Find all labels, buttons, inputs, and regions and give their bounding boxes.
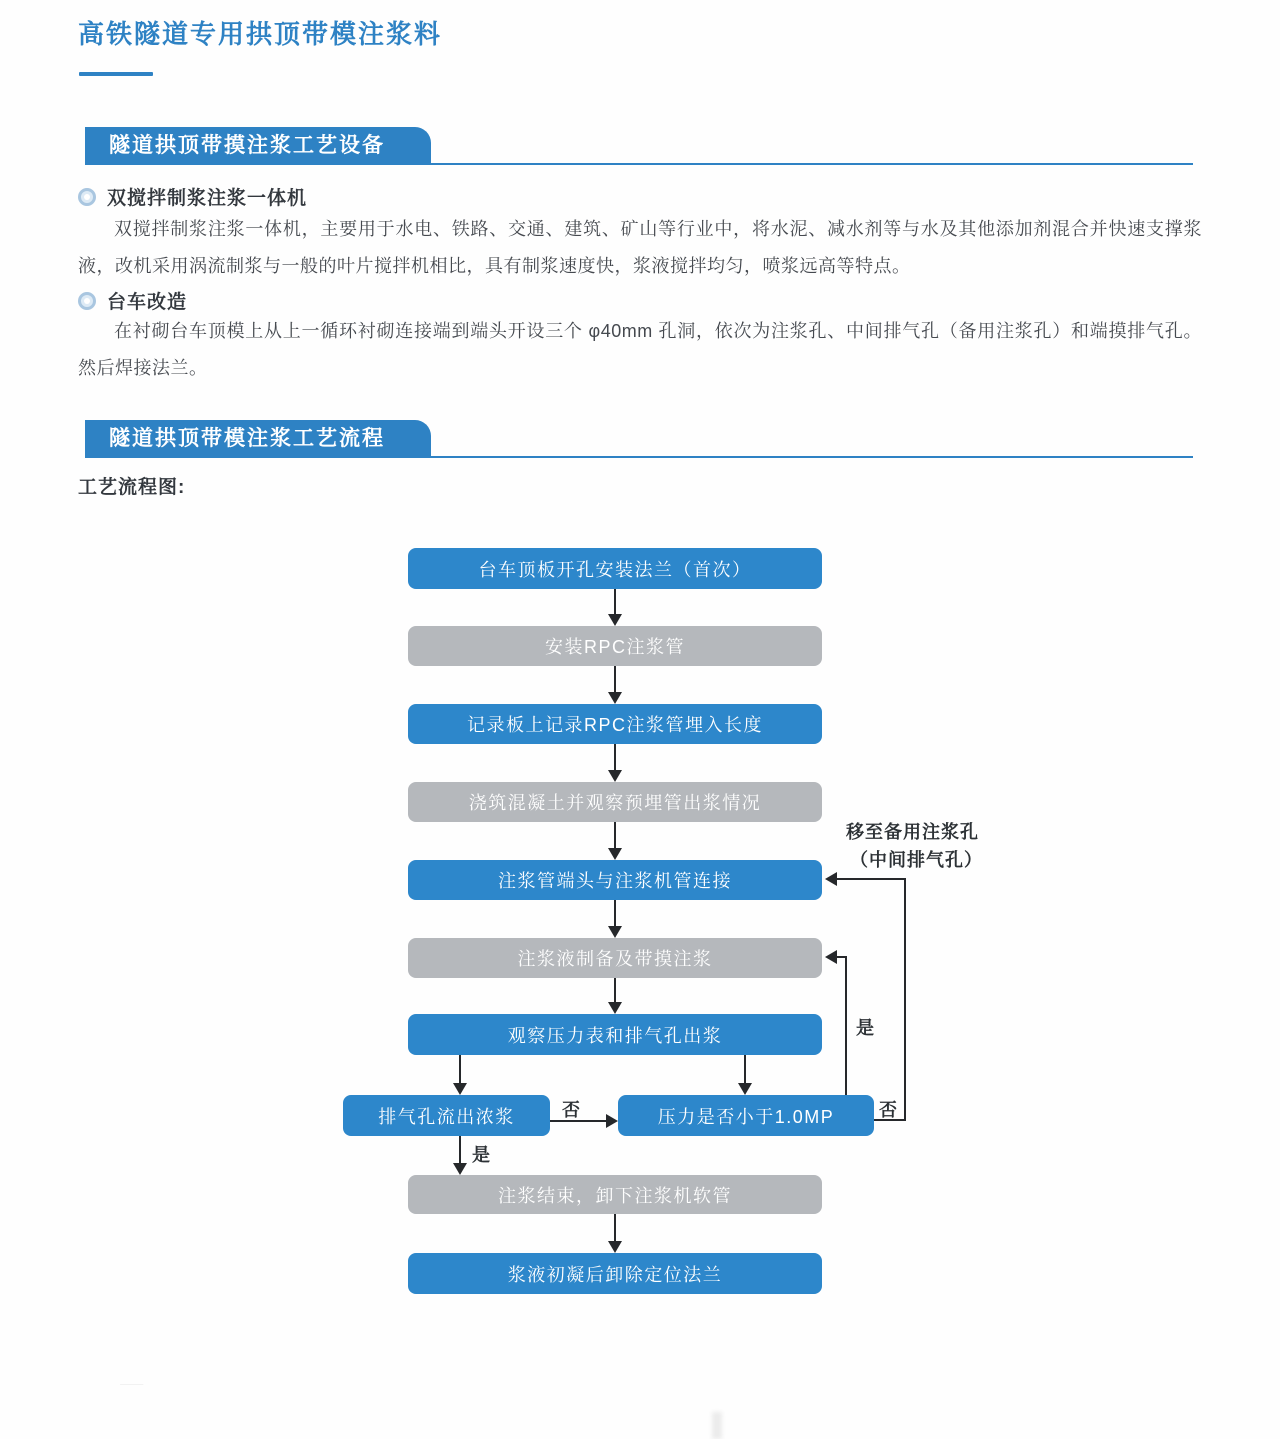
list-item-trolley [78,287,187,314]
flow-node-thick-slurry: 排气孔流出浓浆 [343,1095,550,1136]
flow-node-install-rpc-pipe: 安装RPC注浆管 [408,626,822,666]
arrow-left-icon [825,950,837,964]
list-item-mixer [78,183,307,210]
arrow-right-icon [606,1114,618,1128]
flow-arrow-line [614,744,616,771]
loop-annotation-line1: 移至备用注浆孔 [846,822,979,842]
flow-node-pour-concrete: 浇筑混凝土并观察预埋管出浆情况 [408,782,822,822]
arrow-down-icon [608,770,622,782]
flow-arrow-line [614,589,616,615]
edge-label-yes: 是 [472,1145,491,1165]
watermark-smudge [712,1412,722,1439]
flow-node-drill-flange: 台车顶板开孔安装法兰（首次） [408,548,822,589]
arrow-down-icon [608,692,622,704]
title-underline [79,72,153,76]
flow-node-prepare-grout: 注浆液制备及带摸注浆 [408,938,822,978]
flow-node-connect-pipe: 注浆管端头与注浆机管连接 [408,860,822,900]
flow-loop-line [837,878,906,880]
arrow-down-icon [608,1241,622,1253]
list-item-title: 双搅拌制浆注浆一体机 [107,188,308,209]
double-circle-bullet-icon [78,292,96,310]
list-item-title: 台车改造 [107,292,188,313]
arrow-down-icon [608,1002,622,1014]
flow-node-finish-grouting: 注浆结束，卸下注浆机软管 [408,1175,822,1214]
edge-label-no: 否 [562,1100,581,1120]
arrow-down-icon [608,614,622,626]
arrow-left-icon [825,872,837,886]
flow-arrow-line [459,1055,461,1084]
paragraph-trolley: 在衬砌台车顶模上从上一循环衬砌连接端到端头开设三个 φ40mm 孔洞，依次为注浆孔、中间排气孔（备用注浆孔）和端摸排气孔。然后焊接法兰。 [78,321,1202,378]
section-heading-equipment: 隧道拱顶带摸注浆工艺设备 [85,127,431,165]
arrow-down-icon [453,1083,467,1095]
flow-node-remove-flange: 浆液初凝后卸除定位法兰 [408,1253,822,1294]
flow-arrow-line [614,900,616,927]
flow-node-observe-pressure: 观察压力表和排气孔出浆 [408,1014,822,1055]
flow-arrow-line [459,1136,461,1164]
flow-diagram-label: 工艺流程图: [78,477,186,498]
edge-label-no-loop: 否 [879,1100,898,1120]
flow-arrow-line [614,978,616,1003]
flow-arrow-line [614,666,616,693]
arrow-down-icon [738,1083,752,1095]
flow-node-record-length: 记录板上记录RPC注浆管埋入长度 [408,704,822,744]
watermark-building [100,1384,172,1439]
flow-loop-line [837,956,847,958]
loop-annotation-line2: （中间排气孔） [850,850,983,870]
flow-loop-line [904,878,906,1121]
double-circle-bullet-icon [78,188,96,206]
edge-label-yes-loop: 是 [856,1018,875,1038]
flow-arrow-line [614,822,616,849]
flow-loop-line [845,957,847,1095]
paragraph-mixer: 双搅拌制浆注浆一体机，主要用于水电、铁路、交通、建筑、矿山等行业中，将水泥、减水剂等与水及其他添加剂混合并快速支撑浆液，改机采用涡流制浆与一般的叶片搅拌机相比，具有制浆速度快，浆液搅拌均匀，喷浆远高等特点。 [78,219,1202,276]
section-rule [85,163,1193,165]
arrow-down-icon [608,848,622,860]
flow-arrow-line [744,1055,746,1084]
flow-arrow-line [614,1214,616,1242]
page-title: 高铁隧道专用拱顶带模注浆料 [78,19,443,49]
arrow-down-icon [608,926,622,938]
flow-node-pressure-check: 压力是否小于1.0MP [618,1095,874,1136]
section-heading-process: 隧道拱顶带模注浆工艺流程 [85,420,431,458]
arrow-down-icon [453,1163,467,1175]
section-rule [85,456,1193,458]
